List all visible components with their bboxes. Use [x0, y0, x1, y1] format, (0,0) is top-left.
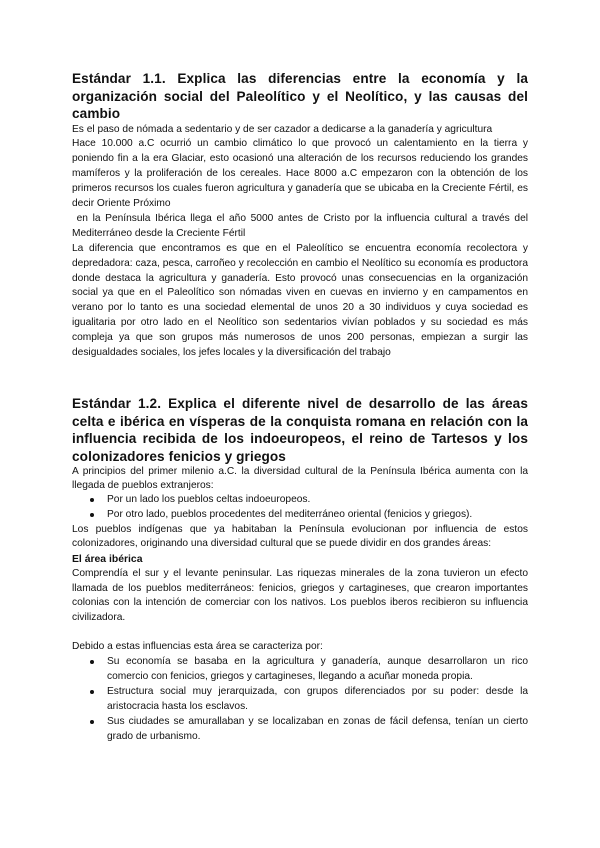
section-spacer [72, 361, 528, 395]
paragraph-spacer [72, 626, 528, 640]
section-1-heading: Estándar 1.1. Explica las diferencias entre la economía y la organización social del Paleolítico y el Neolítico, y las causas del cambio [72, 71, 528, 121]
list-item: Su economía se basaba en la agricultura y ganadería, aunque desarrollaron un rico comercio con fenicios, griegos y cartagineses, llegando a acuñar moneda propia. [107, 655, 528, 685]
section-2-heading: Estándar 1.2. Explica el diferente nivel de desarrollo de las áreas celta e ibérica en vísperas de la conquista romana en relación con la influencia recibida de los indoeuropeos, el reino de Tartesos y los colonizadores fenicios y griegos [72, 396, 528, 464]
iberian-area-subheading: El área ibérica [72, 553, 143, 565]
features-intro: Debido a estas influencias esta área se caracteriza por: [72, 641, 323, 653]
list-item: Por un lado los pueblos celtas indoeuropeos. [107, 493, 528, 508]
list-item: Estructura social muy jerarquizada, con grupos diferenciados por su poder: desde la aristocracia hasta los esclavos. [107, 685, 528, 715]
section-1-paragraph: Es el paso de nómada a sedentario y de ser cazador a dedicarse a la ganadería y agricultura [72, 123, 493, 135]
iberian-area-text: Comprendía el sur y el levante peninsular. Las riquezas minerales de la zona tuvieron un efecto llamada de los pueblos mediterráneos: fenicios, griegos y cartagineses, que crearon importantes colonias con la intención de comerciar con los nativos. Los pueblos iberos recibieron su influencia civilizadora. [72, 567, 528, 624]
section-1-paragraph: La diferencia que encontramos es que en el Paleolítico se encuentra economía recolectora y depredadora: caza, pesca, carroñeo y recolección en cambio el Neolítico su economía es productora donde destaca la agricultura y ganadería. Esto provocó unas consecuencias en la organización social ya que en el Paleolítico son nómadas viven en cuevas en invierno y en campamentos en verano por lo tanto es una sociedad elemental de unos 20 a 30 individuos y cuya sociedad es igualitaria por otro lado en el Neolítico son sedentarios vivían poblados y su sociedad es más compleja ya que son grupos más numerosos de unos 200 personas, empiezan a surgir las desigualdades sociales, los jefes locales y la diversificación del trabajo [72, 242, 528, 359]
list-item: Por otro lado, pueblos procedentes del mediterráneo oriental (fenicios y griegos). [107, 508, 528, 523]
section-1-paragraph: en la Península Ibérica llega el año 5000 antes de Cristo por la influencia cultural a través del Mediterráneo desde la Creciente Fértil [72, 212, 531, 239]
section-2-intro: A principios del primer milenio a.C. la diversidad cultural de la Península Ibérica aumenta con la llegada de pueblos extranjeros: [72, 466, 528, 492]
section-1-paragraph: Hace 10.000 a.C ocurrió un cambio climático lo que provocó un calentamiento en la tierra y poniendo fin a la era Glaciar, esto ocasionó una alteración de los recursos reduciendo los grandes mamíferos y la proliferación de los cereales. Hace 8000 a.C empezaron con la obtención de los primeros recursos los cuales fueron agricultura y ganadería que se ubicaba en la Creciente Fértil, es decir Oriente Próximo [72, 138, 528, 210]
intro-bullet-list [72, 493, 528, 523]
features-list [72, 655, 528, 744]
list-item: Sus ciudades se amurallaban y se localizaban en zonas de fácil defensa, tenían un cierto grado de urbanismo. [107, 715, 528, 745]
section-2-after-bullets: Los pueblos indígenas que ya habitaban la Península evolucionan por influencia de estos colonizadores, originando una diversidad cultural que se puede dividir en dos grandes áreas: [72, 524, 528, 550]
